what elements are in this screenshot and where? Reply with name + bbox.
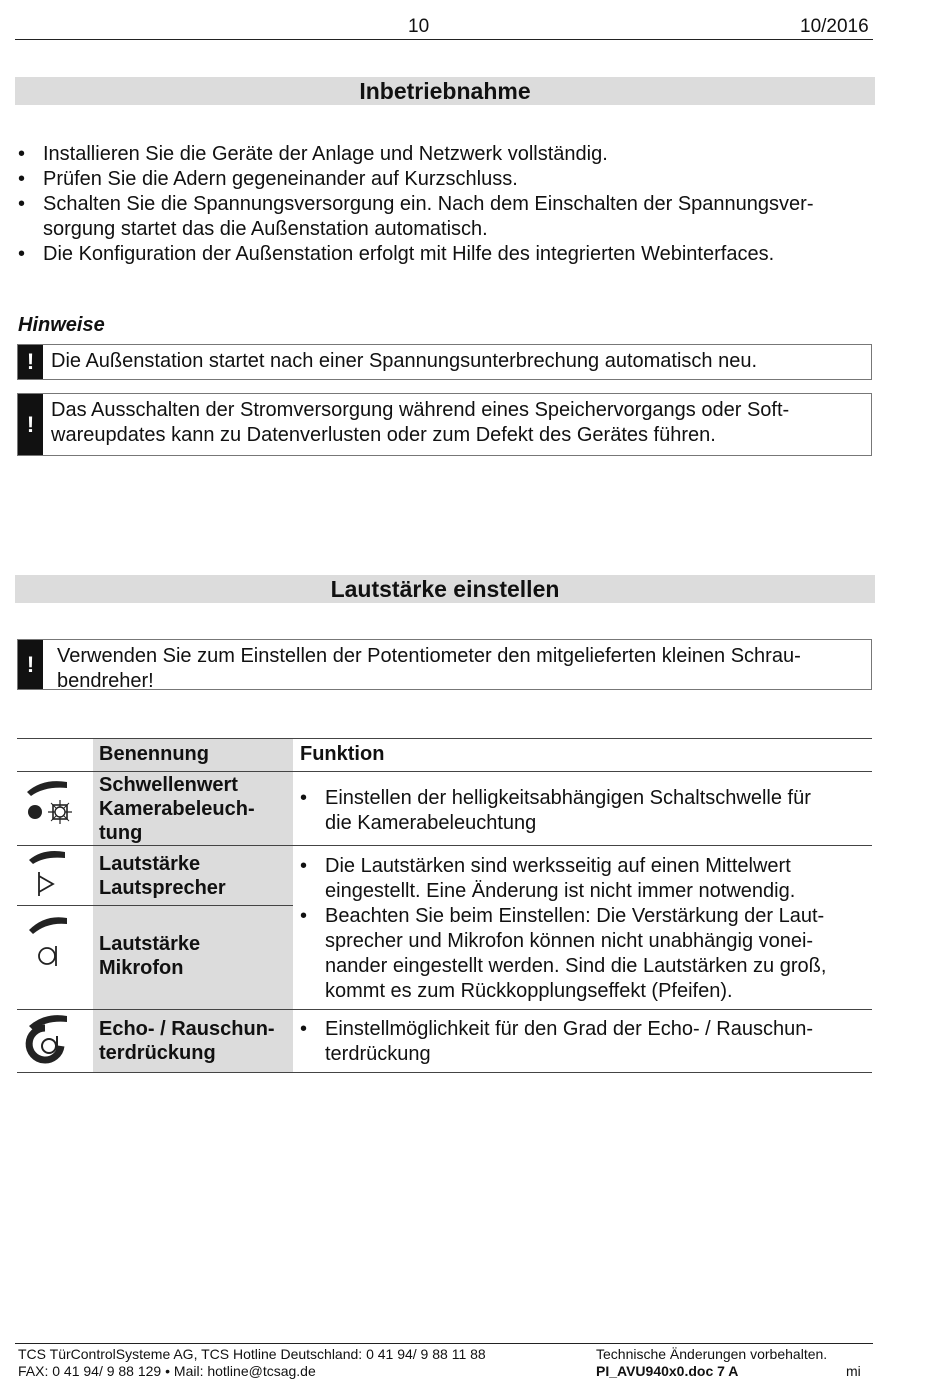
list-item: • Einstellmöglichkeit für den Grad der Echo- / Rauschun- terdrückung (300, 1018, 814, 1065)
list-item-text: Prüfen Sie die Adern gegeneinander auf Kurzschluss. (43, 168, 518, 190)
exclamation-icon: ! (18, 345, 43, 379)
notice-text: Die Außenstation startet nach einer Spannungsunterbrechung automatisch neu. (51, 350, 758, 372)
column-header-name: Benennung (99, 743, 209, 765)
footer-document-id: PI_AVU940x0.doc 7 A (596, 1363, 739, 1379)
list-item (18, 142, 878, 167)
list-item-text: Die Konfiguration der Außenstation erfolgt mit Hilfe des integrierten Webinterfaces. (43, 243, 775, 265)
notice-box (17, 344, 872, 380)
list-item-text: sorgung startet das die Außenstation automatisch. (43, 218, 488, 240)
list-item: • Die Lautstärken sind werksseitig auf einen Mittelwert eingestellt. Eine Änderung ist nicht immer notwendig. (300, 855, 796, 902)
bullet-icon: • (18, 143, 26, 165)
list-item: • Beachten Sie beim Einstellen: Die Verstärkung der Laut- sprecher und Mikrofon können nicht unabhängig vonei- nander eingestellt werden. Sind die Lautstärken zu groß, kommt es zum Rückkopplungseffekt (Pfeifen). (300, 905, 827, 1002)
brightness-threshold-icon (23, 776, 75, 828)
echo-suppression-icon (23, 1012, 75, 1070)
list-item (18, 167, 878, 192)
section-heading-inbetriebnahme: Inbetriebnahme (15, 77, 875, 105)
bullet-icon: • (300, 855, 308, 877)
row-name: Lautstärke Mikrofon (99, 933, 201, 979)
table-rule (17, 1009, 872, 1010)
table-rule (17, 771, 872, 772)
speaker-icon (23, 848, 75, 903)
microphone-icon (23, 910, 75, 972)
notice-text: Das Ausschalten der Stromversorgung während eines Speichervorgangs oder Soft- wareupdates kann zu Datenverlusten oder zum Defekt des Gerätes führen. (51, 399, 790, 446)
notes-heading: Hinweise (18, 314, 105, 336)
table-rule (17, 1072, 872, 1073)
footer-company-hotline: TCS TürControlSysteme AG, TCS Hotline Deutschland: 0 41 94/ 9 88 11 88 (18, 1346, 486, 1362)
bullet-icon: • (18, 243, 26, 265)
bullet-icon: • (300, 787, 308, 809)
page-number: 10 (408, 16, 430, 37)
footer-divider (15, 1343, 873, 1344)
exclamation-icon: ! (18, 640, 43, 689)
notice-box (17, 639, 872, 690)
function-cell (300, 786, 870, 836)
list-item (18, 192, 878, 242)
table-rule (17, 905, 293, 906)
table-rule (17, 738, 872, 739)
bullet-icon: • (300, 1018, 308, 1040)
section-heading-lautstaerke: Lautstärke einstellen (15, 575, 875, 603)
function-cell (300, 854, 870, 1004)
function-cell (300, 1017, 870, 1067)
footer-fax-mail: FAX: 0 41 94/ 9 88 129 • Mail: hotline@tcsag.de (18, 1363, 316, 1379)
header-divider (15, 39, 873, 40)
column-header-function: Funktion (300, 743, 385, 765)
list-item: • Einstellen der helligkeitsabhängigen Schaltschwelle für die Kamerabeleuchtung (300, 787, 811, 834)
notice-text: Verwenden Sie zum Einstellen der Potentiometer den mitgelieferten kleinen Schrau- bendreher! (57, 645, 801, 692)
list-item-text: Installieren Sie die Geräte der Anlage und Netzwerk vollständig. (43, 143, 608, 165)
setup-steps-list (18, 142, 878, 267)
notice-box (17, 393, 872, 456)
list-item-text: Schalten Sie die Spannungsversorgung ein. Nach dem Einschalten der Spannungsver- (43, 193, 814, 215)
list-item (18, 242, 878, 267)
row-name: Schwellenwert Kamerabeleuch- tung (99, 774, 255, 844)
bullet-icon: • (18, 193, 26, 215)
row-name: Lautstärke Lautsprecher (99, 853, 226, 899)
header-date: 10/2016 (800, 16, 869, 37)
bullet-icon: • (300, 905, 308, 927)
row-name: Echo- / Rauschun- terdrückung (99, 1018, 275, 1064)
bullet-icon: • (18, 168, 26, 190)
exclamation-icon: ! (18, 394, 43, 455)
footer-disclaimer: Technische Änderungen vorbehalten. (596, 1346, 828, 1362)
table-rule (17, 845, 872, 846)
footer-initials: mi (846, 1363, 861, 1379)
